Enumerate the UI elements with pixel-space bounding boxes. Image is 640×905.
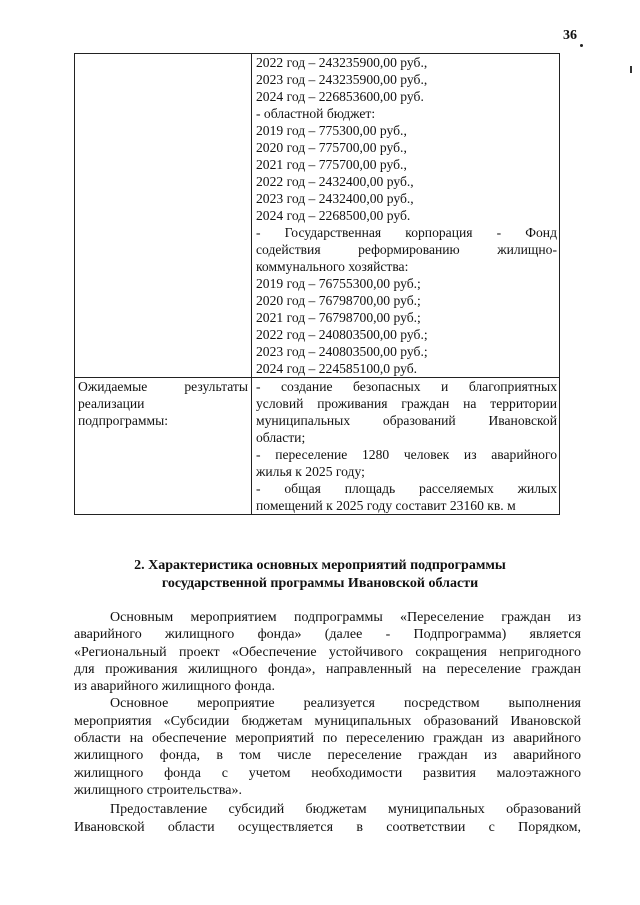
results-line: помещений к 2025 году составит 23160 кв. м — [256, 498, 516, 513]
funding-line: 2020 год – 76798700,00 руб.; — [256, 293, 421, 308]
table-row-expected-results — [75, 378, 560, 515]
funding-line: 2024 год – 224585100,0 руб. — [256, 361, 418, 376]
funding-line: содействия реформированию жилищно- — [256, 242, 557, 257]
funding-line: 2024 год – 2268500,00 руб. — [256, 208, 411, 223]
paragraph-3 — [74, 801, 581, 836]
page-number: 36 — [563, 28, 577, 43]
funding-line: 2021 год – 76798700,00 руб.; — [256, 310, 421, 325]
funding-line: - Государственная корпорация - Фонд — [256, 225, 557, 240]
paragraph-line: Предоставление субсидий бюджетам муниципальных образований — [110, 802, 581, 818]
funding-line: 2021 год – 775700,00 руб., — [256, 157, 407, 172]
paragraph-line: области на обеспечение мероприятий по переселению граждан из аварийного — [74, 731, 581, 747]
paragraph-line: жилищного фонда, в том числе переселение граждан из аварийного — [74, 748, 581, 764]
paragraph-line: для проживания жилищного фонда», направленный на переселение граждан — [74, 661, 581, 677]
funding-label-cell — [75, 54, 252, 378]
paragraph-line: из аварийного жилищного фонда. — [74, 679, 275, 695]
paragraph-line: аварийного жилищного фонда» (далее - Подпрограмма) является — [74, 627, 581, 643]
results-label-line: реализации — [78, 396, 145, 411]
funding-line: 2022 год – 240803500,00 руб.; — [256, 327, 428, 342]
funding-line: 2023 год – 243235900,00 руб., — [256, 72, 428, 87]
funding-line: 2019 год – 775300,00 руб., — [256, 123, 407, 138]
funding-value-cell — [252, 54, 560, 378]
paragraph-1 — [74, 609, 581, 695]
results-line: области; — [256, 430, 306, 445]
paragraph-line: жилищного фонда с учетом необходимости развития малоэтажного — [74, 765, 581, 781]
funding-line: - областной бюджет: — [256, 106, 376, 121]
funding-line: 2022 год – 243235900,00 руб., — [256, 55, 428, 70]
results-line: - общая площадь расселяемых жилых — [256, 481, 557, 496]
funding-line: 2023 год – 240803500,00 руб.; — [256, 344, 428, 359]
funding-line: 2023 год – 2432400,00 руб., — [256, 191, 414, 206]
paragraph-line: Основное мероприятие реализуется посредством выполнения — [110, 696, 581, 712]
paragraph-2 — [74, 695, 581, 799]
results-label-line: подпрограммы: — [78, 413, 168, 428]
results-line: условий проживания граждан на территории — [256, 396, 557, 411]
subprogram-passport-table — [74, 53, 560, 515]
results-line: - переселение 1280 человек из аварийного — [256, 447, 557, 462]
funding-line: 2022 год – 2432400,00 руб., — [256, 174, 414, 189]
section-title-line: государственной программы Ивановской области — [161, 576, 479, 591]
table-row-funding — [75, 54, 560, 378]
funding-line: 2024 год – 226853600,00 руб. — [256, 89, 424, 104]
funding-line: коммунального хозяйства: — [256, 259, 409, 274]
results-line: муниципальных образований Ивановской — [256, 413, 557, 428]
results-line: жилья к 2025 году; — [256, 464, 365, 479]
paragraph-line: «Региональный проект «Обеспечение устойчивого сокращения непригодного — [74, 644, 581, 660]
results-value-cell — [252, 378, 560, 515]
section-title-line: 2. Характеристика основных мероприятий подпрограммы — [134, 558, 506, 573]
results-label-cell — [75, 378, 252, 515]
results-line: - создание безопасных и благоприятных — [256, 379, 557, 394]
paragraph-line: Ивановской области осуществляется в соответствии с Порядком, — [74, 819, 581, 835]
section-title — [74, 557, 566, 593]
funding-line: 2019 год – 76755300,00 руб.; — [256, 276, 421, 291]
paragraph-line: Основным мероприятием подпрограммы «Переселение граждан из — [110, 610, 581, 625]
funding-line: 2020 год – 775700,00 руб., — [256, 140, 407, 155]
paragraph-line: жилищного строительства». — [74, 782, 242, 798]
scan-mark-tick — [630, 66, 632, 73]
paragraph-line: мероприятия «Субсидии бюджетам муниципальных образований Ивановской — [74, 713, 581, 729]
body-text — [74, 609, 581, 836]
scan-mark-dot — [580, 44, 583, 47]
results-label-line: Ожидаемые результаты — [78, 379, 248, 394]
